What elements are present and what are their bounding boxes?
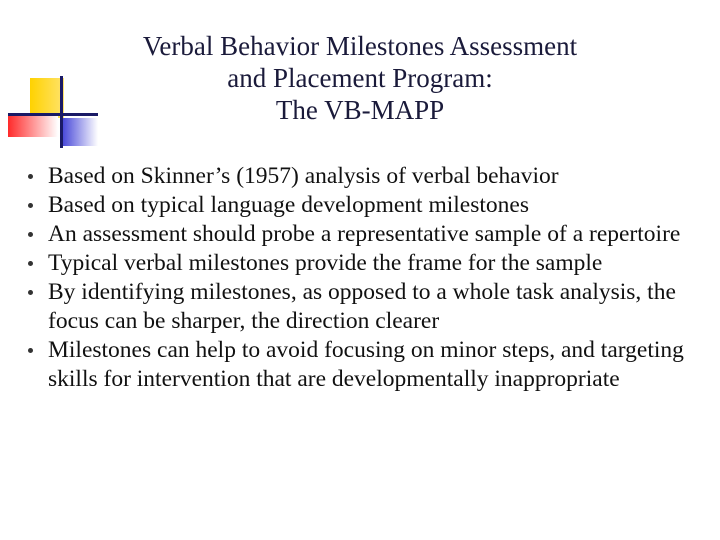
title-line-2: and Placement Program: bbox=[227, 63, 493, 93]
title-line-3: The VB-MAPP bbox=[275, 95, 445, 125]
bullet-dot-icon bbox=[28, 203, 33, 208]
slide-title bbox=[40, 30, 680, 126]
title-line-1: Verbal Behavior Milestones Assessment bbox=[142, 31, 578, 61]
bullet-text: Typical verbal milestones provide the frame for the sample bbox=[48, 250, 603, 276]
bullet-item bbox=[0, 162, 720, 191]
bullet-text: Based on Skinner’s (1957) analysis of verbal behavior bbox=[48, 163, 559, 189]
bullet-text: Milestones can help to avoid focusing on minor steps, and targeting skills for intervention that are developmentally inappropriate bbox=[48, 337, 684, 392]
bullet-list bbox=[0, 162, 720, 394]
bullet-dot-icon bbox=[28, 348, 33, 353]
bullet-text: By identifying milestones, as opposed to a whole task analysis, the focus can be sharper, the direction clearer bbox=[48, 279, 676, 334]
bullet-item bbox=[0, 191, 720, 220]
bullet-text: An assessment should probe a representative sample of a repertoire bbox=[48, 221, 681, 247]
bullet-item bbox=[0, 249, 720, 278]
bullet-item bbox=[0, 278, 720, 336]
bullet-dot-icon bbox=[28, 290, 33, 295]
bullet-dot-icon bbox=[28, 174, 33, 179]
bullet-text: Based on typical language development milestones bbox=[48, 192, 529, 218]
bullet-item bbox=[0, 336, 720, 394]
bullet-item bbox=[0, 220, 720, 249]
bullet-dot-icon bbox=[28, 232, 33, 237]
bullet-dot-icon bbox=[28, 261, 33, 266]
